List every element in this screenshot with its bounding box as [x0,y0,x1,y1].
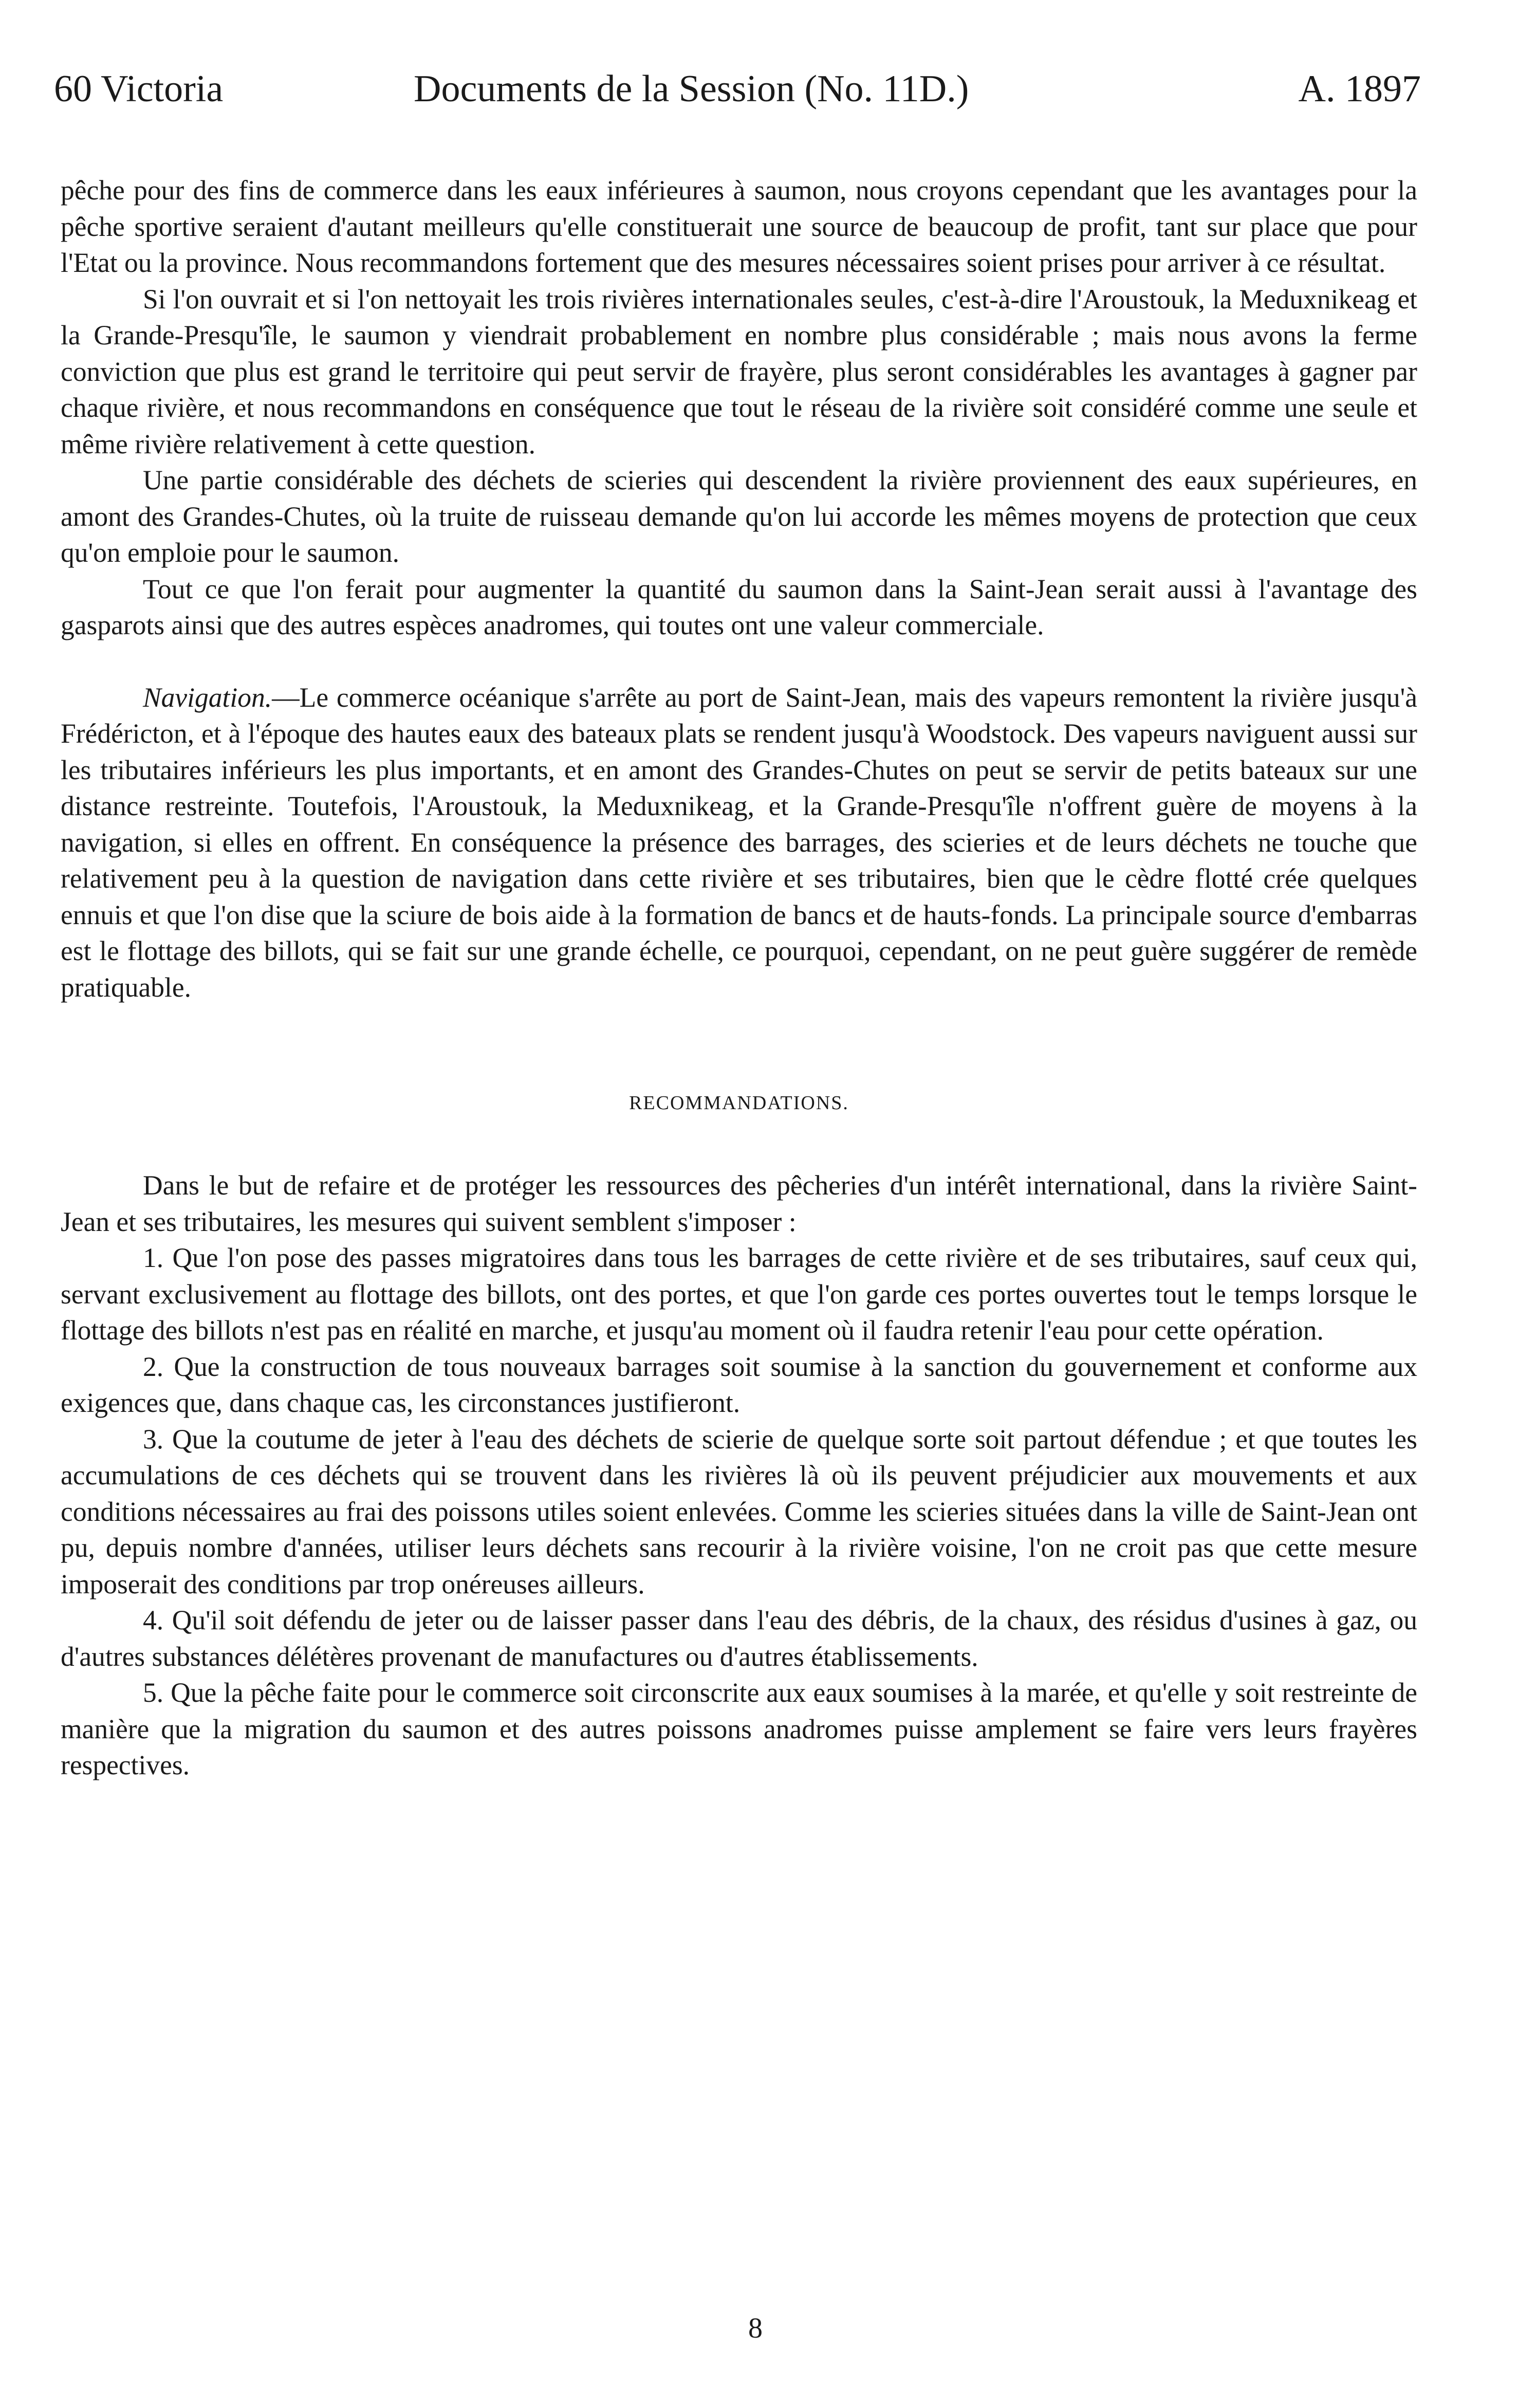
recommendations-heading: RECOMMANDATIONS. [629,1092,849,1114]
page-header [54,61,1421,117]
recommendation-item: 5. Que la pêche faite pour le commerce soit circonscrite aux eaux soumises à la marée, et qu'elle y soit restreinte de manière que la migration du saumon et des autres poissons anadromes puisse amplement se faire vers leurs frayères respectives. [61,1677,1417,1780]
recommendation-item: 3. Que la coutume de jeter à l'eau des déchets de scierie de quelque sorte soit partout défendue ; et que toutes les accumulations de ces déchets qui se trouvent dans les rivières là où ils peuvent préjudicier aux mouvements et aux conditions nécessaires au frai des poissons utiles soient enlevées. Comme les scieries situées dans la ville de Saint-Jean ont pu, depuis nombre d'années, utiliser leurs déchets sans recourir à la rivière voisine, l'on ne croit pas que cette mesure imposerait des conditions par trop onéreuses ailleurs. [61,1423,1417,1600]
recommendation-item: 4. Qu'il soit défendu de jeter ou de laisser passer dans l'eau des débris, de la chaux, des résidus d'usines à gaz, ou d'autres substances délétères provenant de manufactures ou d'autres établissements. [61,1605,1417,1672]
page-number: 8 [748,2312,763,2344]
paragraph-sawmill-waste: Une partie considérable des déchets de scieries qui descendent la rivière proviennent des eaux supérieures, en amont des Grandes-Chutes, où la truite de ruisseau demande qu'on lui accorde les mêmes moyens de protection que ceux qu'on emploie pour le saumon. [61,465,1417,568]
recommendation-item: 1. Que l'on pose des passes migratoires dans tous les barrages de cette rivière et de ses tributaires, sauf ceux qui, servant exclusivement au flottage des billots, ont des portes, et que l'on garde ces portes ouvertes tout le temps lorsque le flottage des billots n'est pas en réalité en marche, et jusqu'au moment où il faudra retenir l'eau pour cette opération. [61,1242,1417,1346]
recommendation-item: 2. Que la construction de tous nouveaux barrages soit soumise à la sanction du gouvernement et conforme aux exigences que, dans chaque cas, les circonstances justifieront. [61,1351,1417,1418]
header-volume: 60 Victoria [54,68,224,110]
navigation-text: —Le commerce océanique s'arrête au port de Saint-Jean, mais des vapeurs remontent la rivière jusqu'à Frédéricton, et à l'époque des hautes eaux des bateaux plats se rendent jusqu'à Woodstock. Des vapeurs naviguent aussi sur les tributaires inférieurs les plus importants, et en amont des Grandes-Chutes on peut se servir de petits bateaux sur une distance restreinte. Toutefois, l'Aroustouk, la Meduxnikeag, et la Grande-Presqu'île n'offrent guère de moyens à la navigation, si elles en offrent. En conséquence la présence des barrages, des scieries et de leurs déchets ne touche que relativement peu à la question de navigation dans cette rivière et ses tributaires, bien que le cèdre flotté crée quelques ennuis et que l'on dise que la sciure de bois aide à la formation de bancs et de hauts-fonds. La principale source d'embarras est le flottage des billots, qui se fait sur une grande échelle, ce pourquoi, cependant, on ne peut guère suggérer de remède pratiquable. [61,682,1417,1003]
recommendations-intro: Dans le but de refaire et de protéger les ressources des pêcheries d'un intérêt international, dans la rivière Saint-Jean et ses tributaires, les mesures qui suivent semblent s'imposer : [61,1170,1417,1237]
paragraph-international-rivers: Si l'on ouvrait et si l'on nettoyait les trois rivières internationales seules, c'est-à-dire l'Aroustouk, la Meduxnikeag et la Grande-Presqu'île, le saumon y viendrait probablement en nombre plus considérable ; mais nous avons la ferme conviction que plus est grand le territoire qui peut servir de frayère, plus seront considérables les avantages à gagner par chaque rivière, et nous recommandons en conséquence que tout le réseau de la rivière soit considéré comme une seule et même rivière relativement à cette question. [61,283,1417,459]
header-year: A. 1897 [1298,68,1421,110]
paragraph-anadromous-species: Tout ce que l'on ferait pour augmenter la quantité du saumon dans la Saint-Jean serait aussi à l'avantage des gasparots ainsi que des autres espèces anadromes, qui toutes ont une valeur commerciale. [61,573,1417,640]
navigation-label: Navigation. [143,682,272,713]
paragraph-navigation [61,679,1417,1006]
header-title: Documents de la Session (No. 11D.) [414,68,969,110]
body-text [61,172,1417,1784]
paragraph-continuation: pêche pour des fins de commerce dans les eaux inférieures à saumon, nous croyons cependant que les avantages pour la pêche sportive seraient d'autant meilleurs qu'elle constituerait une source de beaucoup de profit, tant sur place que pour l'Etat ou la province. Nous recommandons fortement que des mesures nécessaires soient prises pour arriver à ce résultat. [61,175,1417,278]
